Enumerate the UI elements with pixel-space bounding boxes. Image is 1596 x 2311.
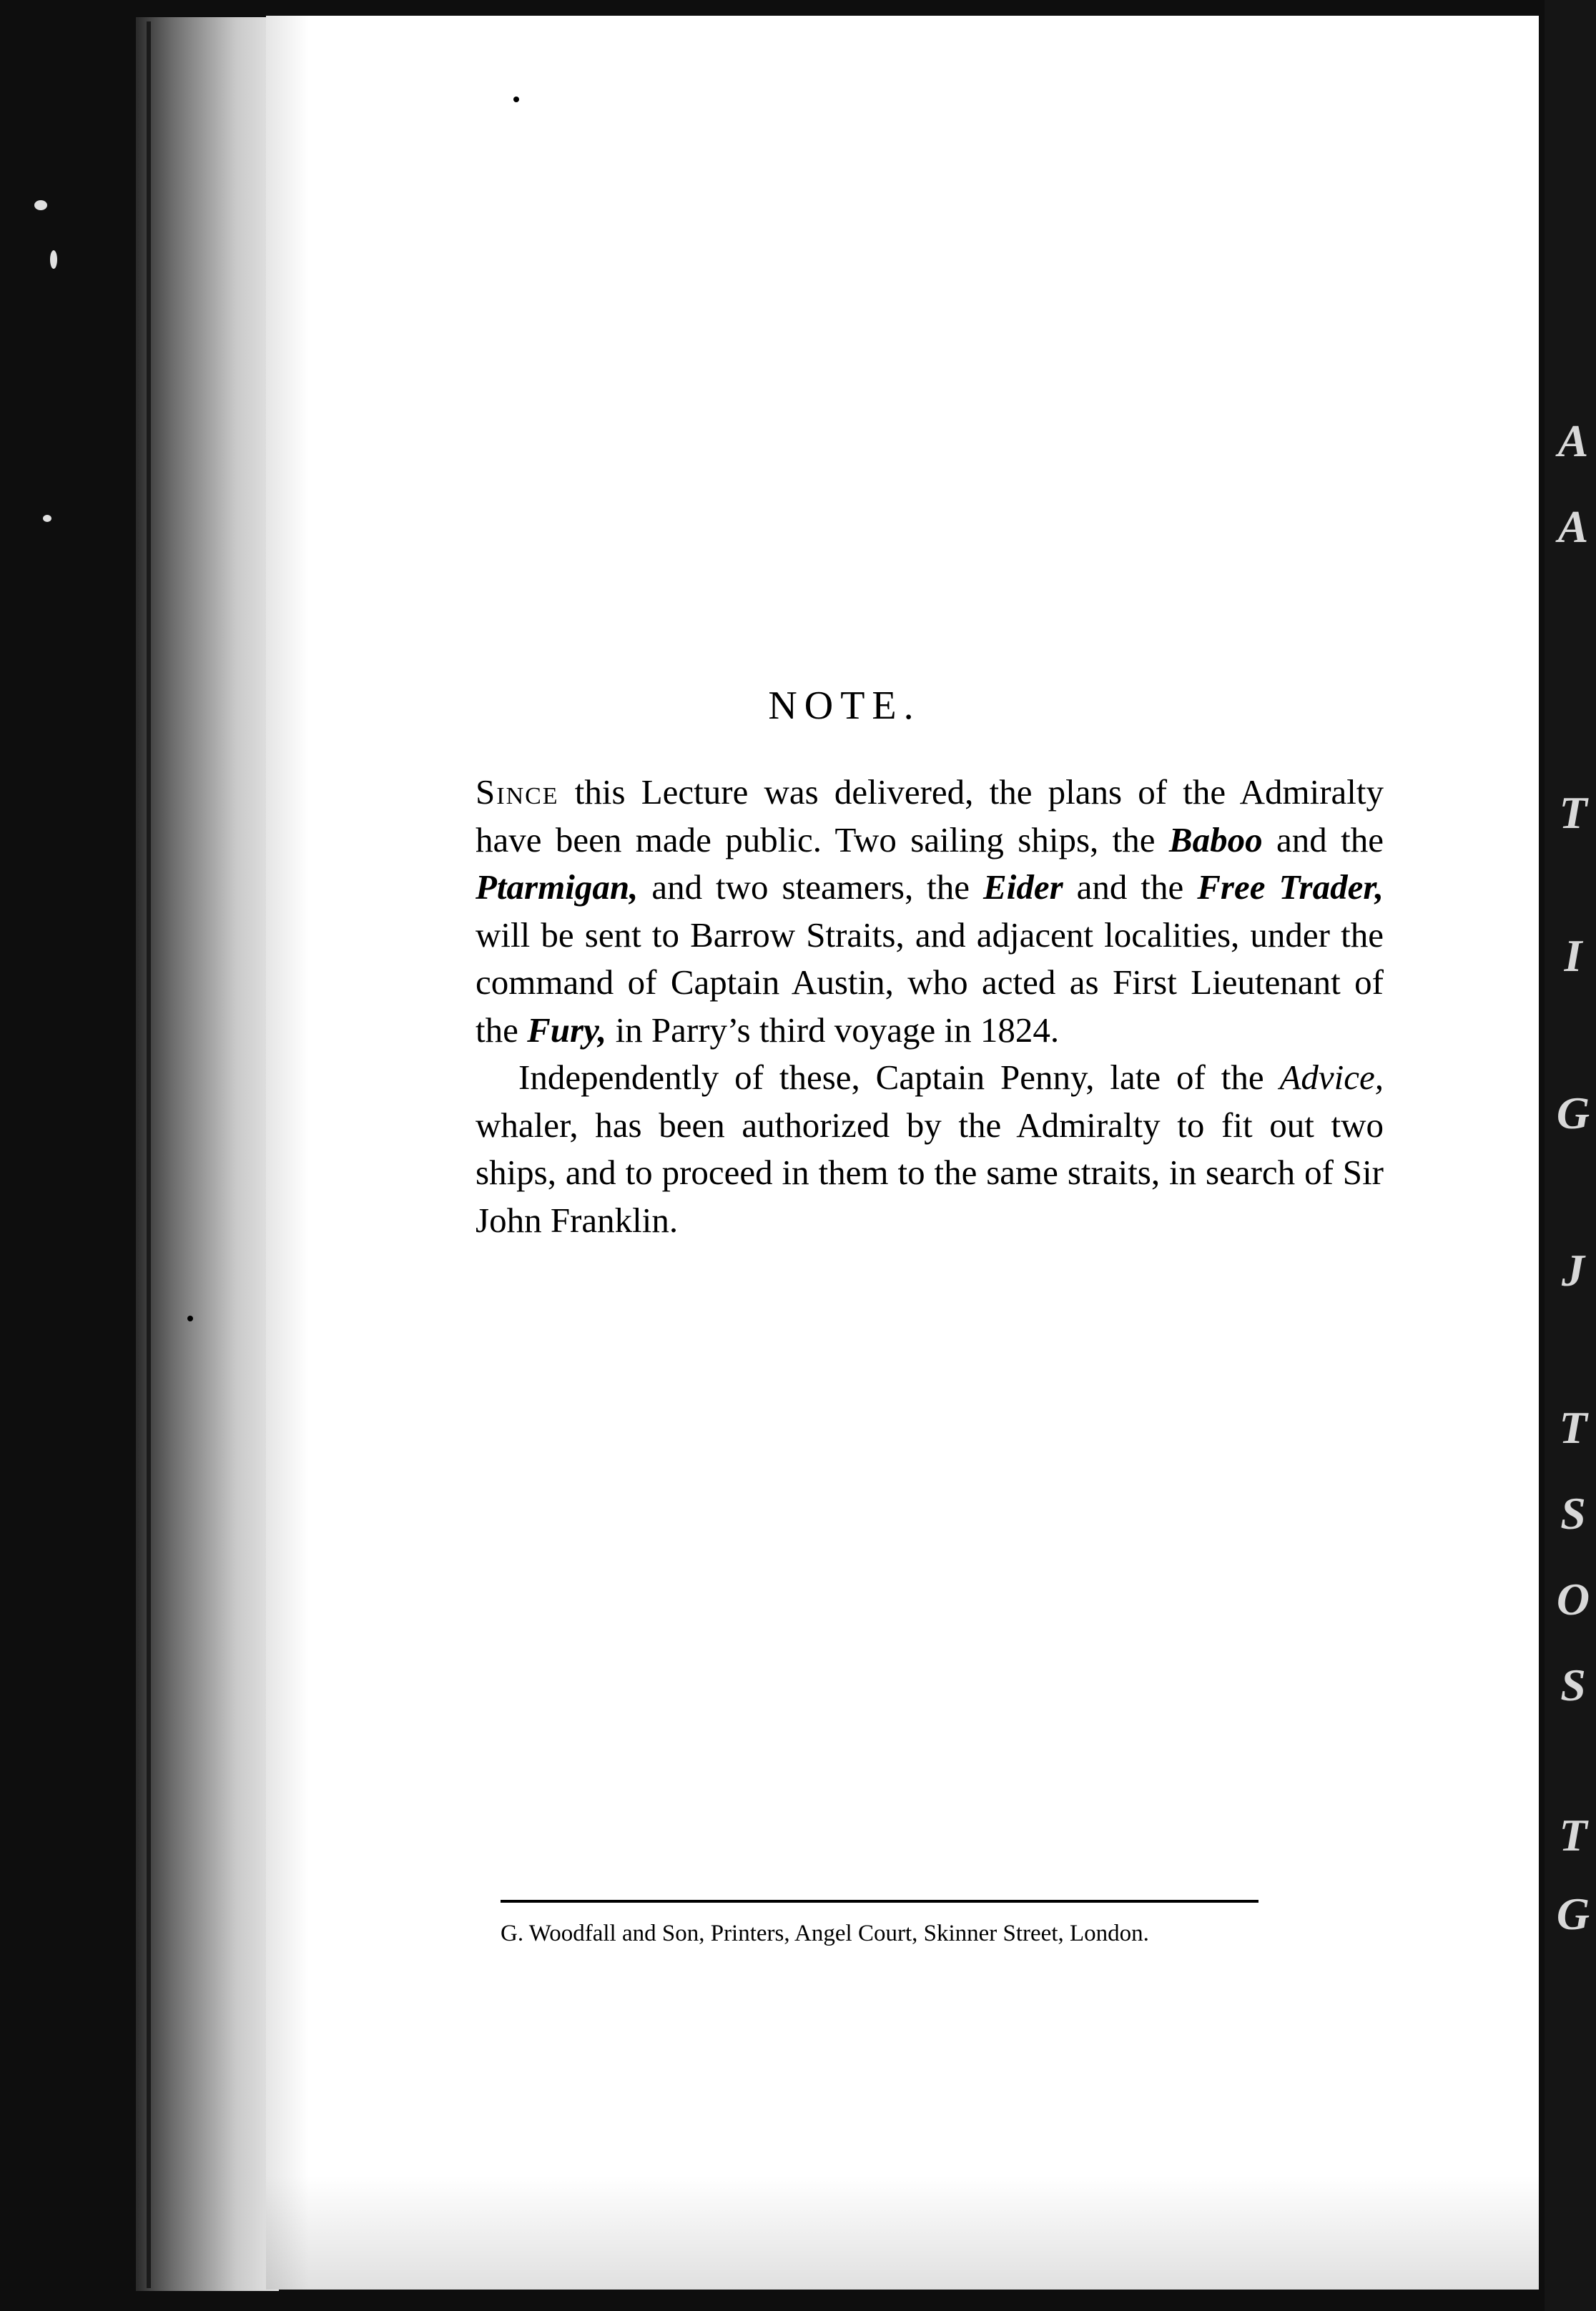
ship-name: Free Trader, [1197, 867, 1384, 907]
scan-speck [34, 200, 47, 210]
adjacent-page-glyph: G [1556, 1088, 1590, 1138]
underlying-page-edge [136, 17, 279, 2291]
adjacent-page-glyph: A [1557, 501, 1589, 552]
ship-name: Eider [983, 867, 1063, 907]
ship-name: Baboo [1168, 819, 1263, 859]
page-shadow [266, 2175, 1539, 2290]
ship-name: Ptarmigan, [476, 867, 639, 907]
text-run: in Parry’s third voyage in 1824. [606, 1010, 1060, 1050]
adjacent-page-glyph: S [1560, 1488, 1586, 1539]
adjacent-page-glyph: T [1559, 787, 1587, 838]
page-edge-line [147, 21, 151, 2288]
printer-imprint: G. Woodfall and Son, Printers, Angel Court, Skinner Street, London. [501, 1921, 1149, 1946]
text-run: and two steamers, the [638, 867, 984, 907]
adjacent-page-glyph: S [1560, 1660, 1586, 1710]
ship-name: Fury, [527, 1010, 607, 1050]
text-run: whaler, has been authorized by the Admiralty to fit out two ships, and to proceed in them to the same straits, in search of Sir John Franklin. [476, 1105, 1384, 1240]
note-paragraph-1 [476, 769, 1384, 1054]
text-run: and the [1063, 867, 1198, 907]
imprint-rule [501, 1900, 1258, 1903]
adjacent-page-glyph: O [1556, 1574, 1590, 1625]
text-run: will be sent to Barrow Straits, and adjacent localities, under the command of Captain Austin, who acted as First Lieutenant of the [476, 915, 1384, 1050]
text-run: this Lecture was delivered, the plans of the Admiralty have been made public. Two sailing ships, the [476, 772, 1384, 859]
adjacent-page-strip [1545, 0, 1596, 2311]
adjacent-page-glyph: J [1562, 1245, 1585, 1296]
scan-speck [43, 515, 51, 522]
adjacent-page-glyph: T [1559, 1402, 1587, 1453]
ink-speck [187, 1316, 193, 1321]
drop-lead-word: Since [476, 772, 559, 812]
note-paragraph-2 [476, 1054, 1384, 1244]
adjacent-page-glyph: G [1556, 1888, 1590, 1939]
adjacent-page-glyph: T [1559, 1810, 1587, 1861]
note-heading: NOTE. [768, 684, 921, 728]
adjacent-page-glyph: I [1564, 930, 1582, 981]
text-run: Independently of these, Captain Penny, late of the [518, 1058, 1280, 1097]
note-body [476, 769, 1384, 1244]
adjacent-page-glyph: A [1557, 415, 1589, 466]
ink-speck [513, 97, 519, 102]
scan-speck [50, 250, 57, 269]
ship-name: Advice, [1279, 1058, 1384, 1097]
text-run: and the [1262, 819, 1384, 859]
page-shadow [266, 16, 309, 2290]
